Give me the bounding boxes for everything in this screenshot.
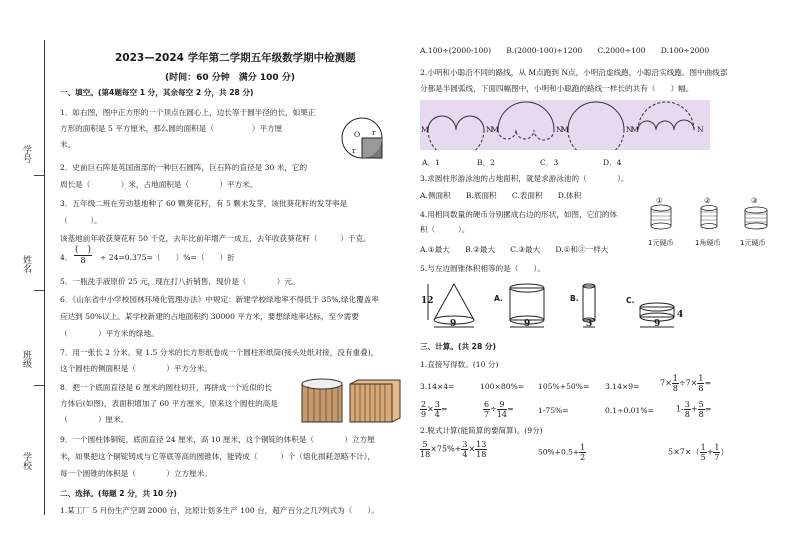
coin-stack-label-2: 1角硬币 [695,239,721,247]
step-calc-3: 5×7×（ $\frac{1}{5}$ + $\frac{1}{7}$ ） [668,443,729,462]
q6-line2: 应达到 50%以上。某学校新建的占地面积约 30000 平方米，要想绿地率达标，至少需要 [60,312,359,321]
section1-heading: 一、填空。(第4题每空 1 分，其余每空 2 分，共 28 分) [60,88,254,97]
q2-line2: 周长是（ ）米，占地面积是（ ）平方米。 [60,180,258,189]
option-c-label: C. [626,296,635,305]
q2-line1: 2．史前巨石阵是英国南部的一种巨石圆阵，巨石阵的直径是 30 米，它的 [60,163,308,172]
section2-heading: 二、选择。(每题 2 分，共 10 分) [60,489,177,498]
option-c-height: 4 [677,310,684,320]
mc-q1: 1.某工厂 5 月份生产空调 2000 台，比原计划多生产 100 台，超产百分之几?列式为（ ）。 [60,506,379,515]
option-a-label: A. [494,294,503,303]
radius-label-top: r [372,128,376,137]
q4-number: 4． [60,253,73,262]
mc-q2-option-c: C．3 [540,158,559,167]
q9-line3: 每一个圆锥的体积是（ ）立方厘米。 [60,469,212,478]
coin-stack-number-3: ③ [751,196,758,205]
binding-tick [34,175,44,176]
q6-line1: 6．《山东省中小学校园林环境化管理办法》中规定：新建学校绿地率不得低于 35%,绿化覆盖率 [60,295,379,304]
binding-label-name: 姓名 [21,255,31,273]
option-b-diameter: 3 [586,319,593,329]
q8-line2: 方体后(如图)，表面积增加了 60 平方厘米，原来这个圆柱的高是 [60,399,278,408]
q4-equation: ÷ 24=0.375=（ ）%=（ ）折 [100,253,235,262]
coin-stack-label-1: 1元硬币 [648,239,674,247]
arc-label-n: N [486,125,493,134]
option-a-diameter: 9 [524,319,531,329]
binding-tick [34,385,44,386]
q3-line1: 3．五年级二班在劳动基地种了 60 颗葵花籽，有 5 颗未发芽，该批葵花籽的发芽率是 [60,199,348,208]
binding-label-student-id: 学号 [21,145,31,163]
q8-line3: （ ）厘米。 [60,415,129,424]
binding-tick [34,290,44,291]
mc-q4-line2: 积（ ）。 [420,225,470,234]
cone-diameter-label: 9 [450,319,457,329]
circle-square-figure [340,112,402,164]
q7-line2: 这个圆柱的侧面积是（ ）平方分米。 [60,364,212,373]
option-c-diameter: 9 [654,319,661,329]
q1-line1: 1．如右图，图中正方形的一个顶点在圆心上，边长等于圆半径的长，如果正 [60,108,316,117]
section3-sub1: 1.直接写得数。(10 分) [420,360,499,369]
arc-label-m: M [491,125,499,134]
mc-q1-options: A.100÷(2000-100) B.(2000-100)÷1200 C.2000÷100 D.100÷2000 [420,46,710,55]
radius-label-side: r [352,146,356,155]
calc-fraction-expr-1: 7× $\frac{1}{8}$ ÷7× $\frac{1}{8}$ = [660,374,712,393]
mc-q4-options: A.①最大 B.②最大 C.③最大 D.①和③一样大 [420,245,609,254]
mc-q2-option-a: A．1 [422,158,440,167]
arc-label-n: N [556,125,563,134]
mc-q4-line1: 4.用相同数量的硬币分别摞成右边的形状，如图，它们的体 [420,210,618,219]
cone-height-label: 12 [421,296,434,306]
step-calc-1: $\frac{5}{18}$ ×75%+ $\frac{3}{4}$ × $\frac{13}{18}$ [420,440,487,459]
q8-line1: 8．把一个底面直径是 6 厘米的圆柱切开，再拼成一个近似的长 [60,383,272,392]
binding-line [44,40,45,515]
option-b-label: B. [570,294,579,303]
coin-stack-number-2: ② [704,196,711,205]
arc-label-m: M [561,125,569,134]
q1-line3: 米。 [60,140,76,149]
mc-q3-options: A.侧面积 B.底面积 C.表面积 D.体积 [420,191,582,200]
coin-stack-number-1: ① [656,196,663,205]
q9-line1: 9．一个圆柱体铜锭，底面直径 24 厘米，高 10 厘米，这个铜锭的体积是（ ）立方厘 [60,435,375,444]
coin-stack-label-3: 1元硬币 [740,239,766,247]
q4-fraction: $\frac{( )}{8}$ [75,245,92,265]
q1-line2: 方形的面积是 5 平方厘米，那么圆的面积是（ ）平方厘 [60,124,283,133]
calc-105pct-plus-50pct: 105%+50%= [538,382,590,391]
mc-q2-option-d: D．4 [603,158,622,167]
arc-label-n: N [626,125,633,134]
binding-label-school: 学校 [21,452,31,470]
calc-3-14x4: 3.14×4= [420,382,455,391]
arc-label-m: M [631,125,639,134]
mc-q5: 5.与左边圆锥体积相等的是（ ）。 [420,264,545,273]
page-subtitle: (时间：60 分钟 满分 100 分) [165,73,295,83]
calc-100x80pct: 100×80%= [480,382,525,391]
q7-line1: 7．用一张长 2 分米、宽 1.5 分米的长方形纸卷成一个圆柱形纸筒(接头处纸对接，没有重叠)， [60,348,379,357]
coin-stacks-figure [645,196,785,236]
section3-sub2: 2.脱式计算(能简算的要简算)。(9分) [420,426,543,435]
mc-q2-line2: 分都是半圆弧线，下面四幅图中，小明和小聪跑的路线一样长的共有（ ）幅。 [420,84,694,93]
calc-1-minus-75pct: 1-75%= [538,406,569,415]
calc-0-1-div-0-01pct: 0.1÷0.01%= [605,406,654,415]
section3-heading: 三、计算。(共 28 分) [420,342,496,351]
page-title: 2023—2024 学年第二学期五年级数学期中检测题 [115,52,356,64]
calc-fraction-expr-4: 1- $\frac{3}{8}$ + $\frac{5}{8}$ = [676,400,712,419]
calc-fraction-expr-3: $\frac{6}{7}$ ÷ $\frac{9}{14}$ = [484,400,514,419]
q3-line2: （ ）。 [60,216,102,225]
cone-cylinder-figure [420,280,690,330]
step-calc-2: 50%+0.5+ $\frac{1}{2}$ [538,443,586,462]
mc-q2-line1: 2.小明和小聪沿不同的路线，从 M点跑到 N点，小明沿虚线跑，小聪沿实线跑。图中曲线部 [420,68,728,77]
calc-fraction-expr-2: $\frac{2}{9}$ × $\frac{3}{4}$ = [421,400,448,419]
mc-q3: 3.求圆柱形游泳池的占地面积，就是求游泳池的（ ）。 [420,174,629,183]
q6-line3: （ ）平方米的绿地。 [60,329,159,338]
q5-line: 5．一瓶洗手液原价 25 元，现在打八折销售，现价是（ ）元。 [60,277,300,286]
mc-q2-option-b: B．2 [477,158,496,167]
q9-line2: 米，如果把这个铜锭铸成与它等底等高的圆锥体，能铸成（ ）个（熔化损耗忽略不计）， [60,452,376,461]
arc-label-m: M [421,125,429,134]
circle-center-label: O [354,130,361,139]
q3-line3: 该基地前年收获葵花籽 50 千克，去年比前年增产一成五，去年收获葵花籽（ ）千克。 [60,234,371,243]
binding-label-class: 班级 [21,350,31,368]
cylinder-cut-figure [300,378,405,428]
calc-3-14x9: 3.14×9= [605,382,640,391]
arc-label-n: N [697,125,704,134]
